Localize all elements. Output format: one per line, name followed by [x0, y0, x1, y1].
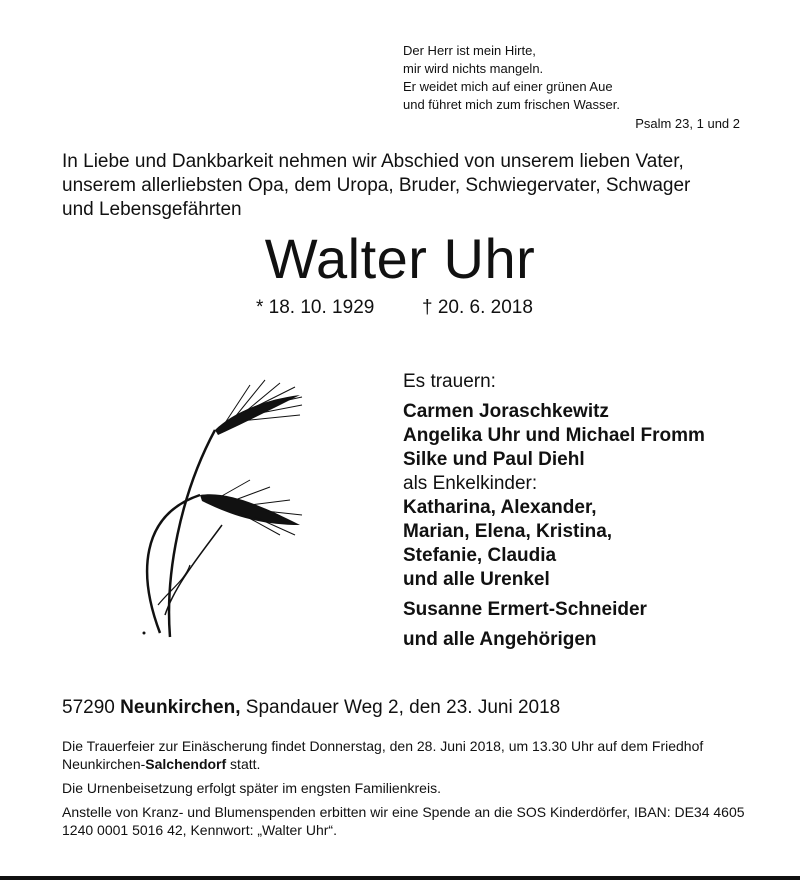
intro-text — [62, 150, 762, 222]
grandchildren-heading: als Enkelkinder: — [403, 473, 538, 494]
psalm-line: und führet mich zum frischen Wasser. — [403, 97, 620, 112]
grandchild-names: Katharina, Alexander, — [403, 497, 597, 518]
city: Neunkirchen, — [120, 697, 241, 718]
cemetery-name: Salchendorf — [145, 756, 227, 772]
urn-notice: Die Urnenbeisetzung erfolgt später im engsten Familienkreis. — [62, 780, 441, 796]
mourner-name: Carmen Joraschkewitz — [403, 401, 609, 422]
zip-code: 57290 — [62, 697, 115, 718]
intro-line: und Lebensgefährten — [62, 199, 242, 220]
grandchild-names: und alle Urenkel — [403, 569, 550, 590]
intro-line: In Liebe und Dankbarkeit nehmen wir Abschied von unserem lieben Vater, — [62, 151, 684, 172]
funeral-text: Die Trauerfeier zur Einäscherung findet Donnerstag, den 28. Juni 2018, um 13.30 Uhr auf dem Friedhof Neunkirchen- — [62, 738, 704, 772]
donation-notice: Anstelle von Kranz- und Blumenspenden erbitten wir eine Spende an die SOS Kinderdörfer, IBAN: DE34 4605 1240 0001 5016 42, Kennwort: „Walter Uhr“. — [62, 804, 745, 838]
intro-line: unserem allerliebsten Opa, dem Uropa, Bruder, Schwiegervater, Schwager — [62, 175, 691, 196]
grandchild-names: Marian, Elena, Kristina, — [403, 521, 613, 542]
mourner-name: Angelika Uhr und Michael Fromm — [403, 425, 705, 446]
birth-date: * 18. 10. 1929 — [256, 297, 375, 318]
mourners-list — [403, 370, 705, 652]
psalm-line: Der Herr ist mein Hirte, — [403, 43, 536, 58]
funeral-notice — [62, 737, 752, 773]
bottom-border — [0, 876, 800, 880]
address-date: Spandauer Weg 2, den 23. Juni 2018 — [245, 697, 561, 718]
place-date-line — [62, 697, 560, 719]
mourner-name: und alle Angehörigen — [403, 629, 597, 650]
death-date: † 20. 6. 2018 — [422, 297, 533, 318]
wheat-ears-icon — [130, 375, 310, 650]
deceased-name: Walter Uhr — [264, 227, 536, 290]
psalm-line: Er weidet mich auf einer grünen Aue — [403, 79, 613, 94]
psalm-quote — [403, 42, 620, 114]
psalm-reference: Psalm 23, 1 und 2 — [635, 116, 740, 131]
mourners-heading: Es trauern: — [403, 371, 496, 392]
mourner-name: Susanne Ermert-Schneider — [403, 599, 647, 620]
grandchild-names: Stefanie, Claudia — [403, 545, 557, 566]
mourner-name: Silke und Paul Diehl — [403, 449, 585, 470]
funeral-text-end: statt. — [226, 756, 261, 772]
psalm-line: mir wird nichts mangeln. — [403, 61, 544, 76]
